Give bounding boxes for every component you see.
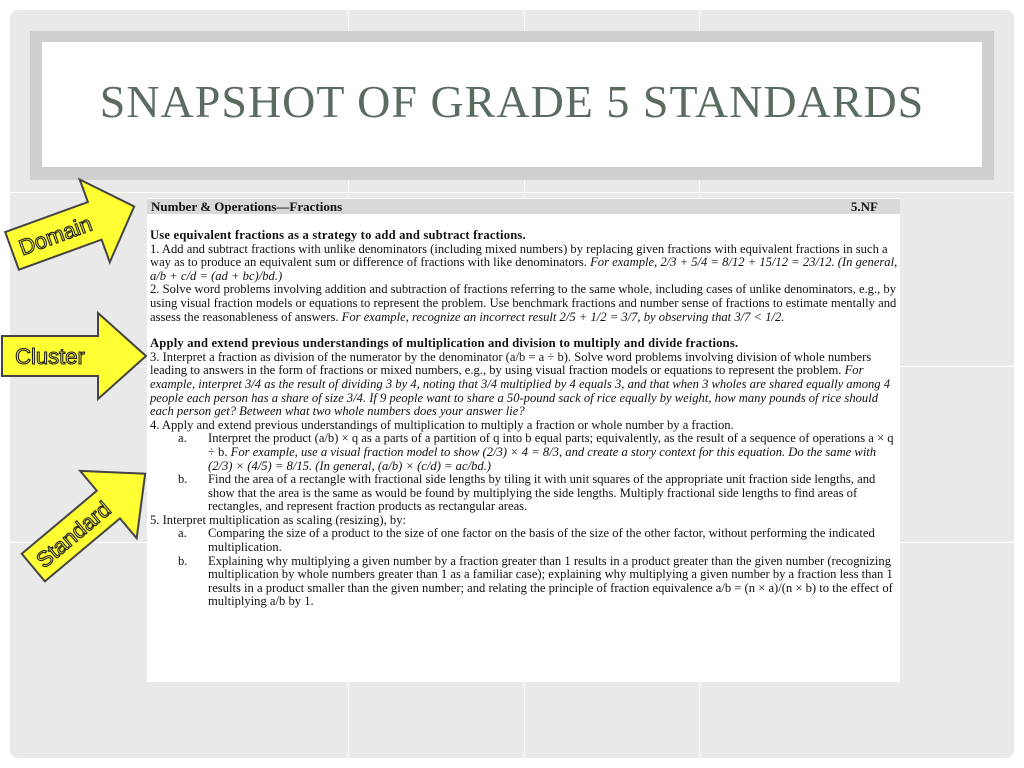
sub-standard-letter: a. xyxy=(178,431,187,446)
sub-standard-text: Find the area of a rectangle with fractional side lengths by tiling it with unit squares of the appropriate unit fraction side lengths, and show that the area is the same as would be found by multiplying the side lengths. Multiply fractional side lengths to find areas of rectangles, and represent fraction products as rectangular areas. xyxy=(208,472,876,514)
sub-standard-text: Explaining why multiplying a given number by a fraction greater than 1 results in a product greater than the given number (recognizing multiplication by whole numbers greater than 1 as a familiar case); explaining why multiplying a given number by a fraction less than 1 results in a product smaller than the given number; and relating the principle of fraction equivalence a/b = (n × a)/(n × b) to the effect of multiplying a/b by 1. xyxy=(208,553,893,609)
sub-standard xyxy=(150,527,898,554)
standard-example: For example, use a visual fraction model to show (2/3) × 4 = 8/3, and create a story context for this equation. Do the same with (2/3) × (4/5) = 8/15. (In general, (a/b) × (c/d) = ac/bd.) xyxy=(208,444,877,473)
standard-arrow xyxy=(10,452,170,587)
standard-example: For example, recognize an incorrect result 2/5 + 1/2 = 3/7, by observing that 3/7 < 1/2. xyxy=(341,309,785,324)
standard-item xyxy=(150,243,898,284)
cluster-heading: Apply and extend previous understandings of multiplication and division to multiply and divide fractions. xyxy=(150,336,739,351)
cluster-heading: Use equivalent fractions as a strategy to add and subtract fractions. xyxy=(150,228,526,242)
sub-standard-letter: b. xyxy=(178,472,188,487)
cluster-arrow xyxy=(0,311,148,401)
sub-standard-letter: b. xyxy=(178,553,188,568)
sub-standard-letter: a. xyxy=(178,526,187,541)
standard-item xyxy=(150,351,898,419)
domain-arrow xyxy=(0,170,150,285)
domain-title: Number & Operations—Fractions xyxy=(151,199,343,214)
standards-document xyxy=(147,198,900,682)
standard-item xyxy=(150,283,898,324)
standard-text: 1. Add and subtract fractions with unlike denominators (including mixed numbers) by replacing given fractions with equivalent fractions in such a way as to produce an equivalent sum or difference of fractions with like denominators. xyxy=(150,241,888,270)
standard-text: 2. Solve word problems involving addition and subtraction of fractions referring to the same whole, including cases of unlike denominators, e.g., by using visual fraction models or equations to represent the problem. Use benchmark fractions and number sense of fractions to estimate mentally and assess the reasonableness of answers. xyxy=(150,282,897,324)
document-body xyxy=(150,229,898,609)
sub-standard xyxy=(150,473,898,514)
domain-code: 5.NF xyxy=(850,199,878,214)
standard-label: Standard xyxy=(31,496,116,573)
sub-standard xyxy=(150,555,898,609)
sub-standard-text: Interpret the product (a/b) × q as a parts of a partition of q into b equal parts; equivalently, as the result of a sequence of operations a × q ÷ b. xyxy=(208,431,894,459)
domain-header xyxy=(147,199,900,214)
slide-title: SNAPSHOT OF GRADE 5 STANDARDS xyxy=(99,76,925,127)
sub-standard xyxy=(150,432,898,473)
standard-item: 5. Interpret multiplication as scaling (resizing), by: xyxy=(150,512,407,527)
cluster-label: Cluster xyxy=(15,344,85,369)
sub-standard-text: Comparing the size of a product to the size of one factor on the basis of the size of the other factor, without performing the indicated multiplication. xyxy=(208,526,875,555)
grid-line xyxy=(10,192,1014,193)
domain-label: Domain xyxy=(15,210,96,261)
standard-item: 4. Apply and extend previous understandings of multiplication to multiply a fraction or whole number by a fraction. xyxy=(150,417,734,432)
standard-example: For example, interpret 3/4 as the result of dividing 3 by 4, noting that 3/4 multiplied by 4 equals 3, and that when 3 wholes are shared equally among 4 people each person has a share of size 3/4. If 9 people want to share a 50-pound sack of rice equally by weight, how many pounds of rice should each person get? Between what two whole numbers does your answer lie? xyxy=(150,363,891,419)
standard-text: 3. Interpret a fraction as division of the numerator by the denominator (a/b = a ÷ b). Solve word problems involving division of whole numbers leading to answers in the form of fractions or mixed numbers, e.g., by using visual fraction models or equations to represent the problem. xyxy=(150,349,872,378)
standard-example: For example, 2/3 + 5/4 = 8/12 + 15/12 = 23/12. (In general, a/b + c/d = (ad + bc)/bd.) xyxy=(150,255,898,283)
